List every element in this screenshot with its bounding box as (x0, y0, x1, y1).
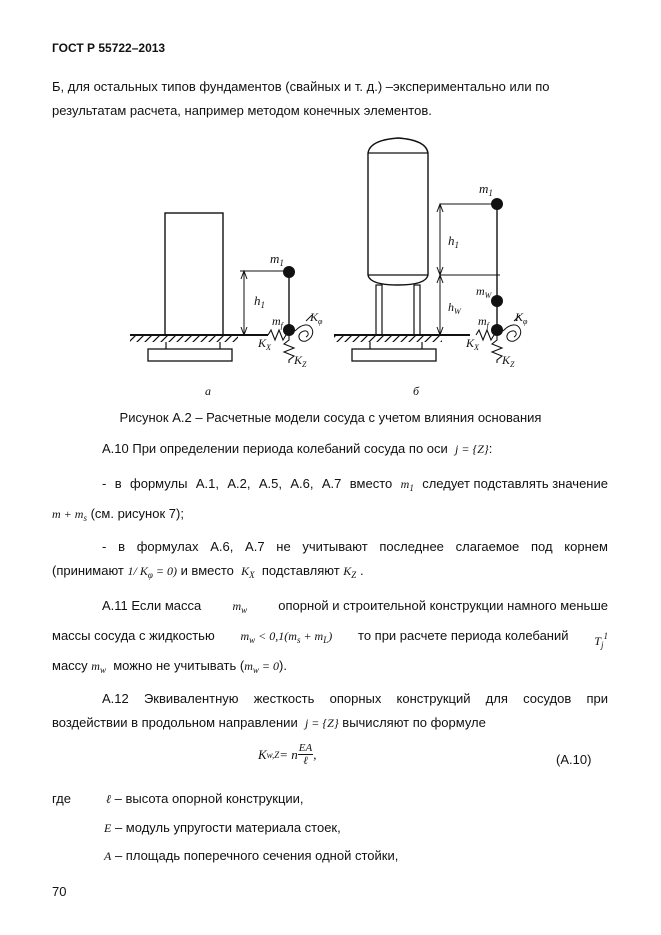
svg-text:mf: $m_f$ (272, 314, 283, 330)
where-label: где (52, 791, 71, 806)
document-code: ГОСТ Р 55722–2013 (52, 41, 166, 55)
svg-text:KZ: $K_Z$ (294, 353, 307, 369)
svg-text:mf: $m_f$ (478, 314, 489, 330)
svg-text:h1: $h_1$ (448, 233, 459, 250)
where-item-1: ℓ – высота опорной конструкции, (106, 791, 304, 806)
svg-text:m1: $m_1$ (270, 251, 284, 268)
svg-text:KX: $K_X$ (258, 336, 271, 352)
bullet-1-line-2: $m + m_s$ (см. рисунок 7); (52, 506, 184, 523)
bullet-2-line-2: (принимают 1/ $K_\varphi = 0$) и вместо $K_X$ подставляют $K_Z$ . (52, 563, 364, 580)
foundation-b (352, 349, 436, 361)
mass-mw-b (491, 295, 503, 307)
page-number: 70 (52, 884, 67, 899)
paragraph-a10: А.10 При определении периода колебаний сосуда по оси j = {Z}: (102, 441, 493, 456)
leg-right (414, 285, 420, 335)
intro-line-2: результатам расчета, например методом конечных элементов. (52, 103, 432, 118)
mass-m1-a (283, 266, 295, 278)
where-item-3: A – площадь поперечного сечения одной стойки, (104, 848, 399, 863)
leg-left (376, 285, 382, 335)
foundation-a (148, 349, 232, 361)
model-b (334, 138, 528, 369)
where-item-2: E – модуль упругости материала стоек, (104, 820, 341, 835)
mass-mf-a (283, 324, 295, 336)
svg-text:KX: $K_X$ (466, 336, 479, 352)
intro-line-1: Б, для остальных типов фундаментов (свайных и т. д.) –экспериментально или по (52, 79, 550, 94)
vessel-b-body (368, 138, 428, 285)
figure-label-b: б (413, 384, 420, 398)
figure-caption: Рисунок А.2 – Расчетные модели сосуда с учетом влияния основания (119, 410, 542, 425)
bullet-2-line-1: - в формулах А.6, А.7 не учитывают последнее слагаемое под корнем (102, 539, 608, 554)
figure-label-a: а (205, 384, 211, 398)
model-a (130, 213, 323, 369)
vessel-a-body (165, 213, 223, 335)
equation-a10: K w,Z = n $\frac{EA}{\text{ℓ}}$ , (258, 742, 317, 767)
paragraph-a11-line-1: А.11 Если масса $m_w$ опорной и строительной конструкции намного меньше (102, 598, 608, 615)
bullet-1-line-1: - в формулы А.1, А.2, А.5, А.6, А.7 вместо $m_1$ следует подставлять значение (102, 476, 608, 493)
mass-m1-b (491, 198, 503, 210)
svg-text:m1: $m_1$ (479, 181, 493, 198)
svg-text:Kφ: $K_\varphi$ (515, 310, 528, 326)
paragraph-a11-line-3: массу $m_w$ можно не учитывать $(m_w = 0)$. (52, 658, 287, 675)
paragraph-a12-line-1: А.12 Эквивалентную жесткость опорных конструкций для сосудов при (102, 691, 608, 706)
paragraph-a12-line-2: воздействии в продольном направлении j = {Z} вычисляют по формуле (52, 715, 486, 730)
figure-a2 (120, 135, 580, 400)
svg-text:h1: $h_1$ (254, 293, 265, 310)
svg-text:Kφ: $K_\varphi$ (310, 310, 323, 326)
svg-text:hW: $h_W$ (448, 300, 461, 316)
svg-text:KZ: $K_Z$ (502, 353, 515, 369)
paragraph-a11-line-2: массы сосуда с жидкостью $m_w < 0,1(m_s + m_L)$ то при расчете периода колебаний $T_j^1$ (52, 628, 608, 650)
svg-text:mW: $m_W$ (476, 284, 492, 300)
mass-mf-b (491, 324, 503, 336)
equation-number: (А.10) (556, 752, 592, 767)
